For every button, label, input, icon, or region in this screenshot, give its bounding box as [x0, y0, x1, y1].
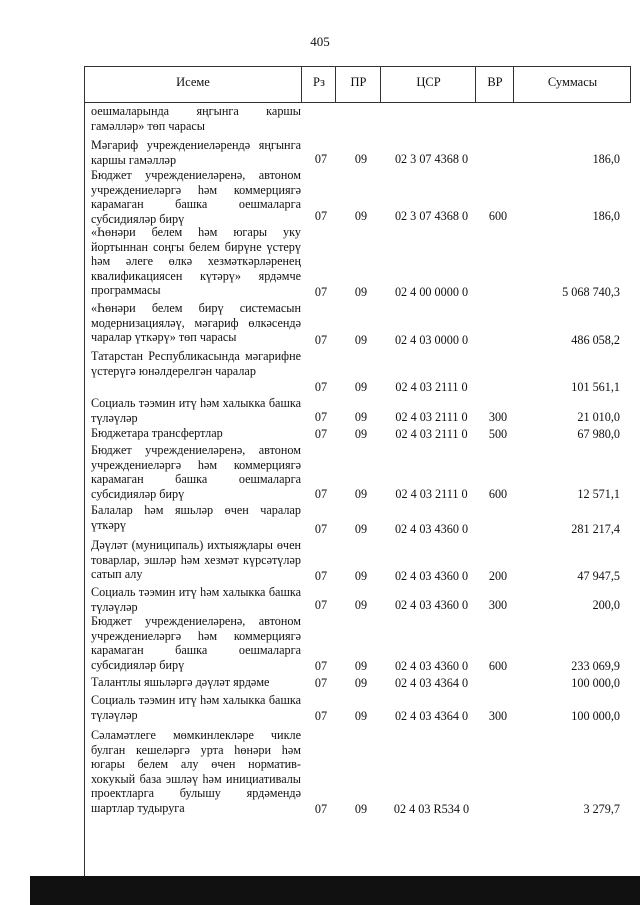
- row-rz: 07: [314, 676, 328, 690]
- row-vr: 500: [488, 427, 508, 441]
- header-vr: ВР: [475, 67, 514, 102]
- table-row: [0, 691, 640, 724]
- row-rz: 07: [314, 380, 328, 394]
- table-row: [0, 167, 640, 224]
- table-row: [0, 613, 640, 674]
- row-vr: 300: [488, 598, 508, 612]
- table-row: [0, 502, 640, 537]
- row-csr: 02 4 03 2111 0: [395, 410, 468, 424]
- row-csr: 02 3 07 4368 0: [394, 209, 469, 223]
- row-sum: 67 980,0: [577, 427, 620, 441]
- row-rz: 07: [314, 410, 328, 424]
- row-vr: 600: [488, 209, 508, 223]
- row-csr: 02 4 03 4364 0: [394, 709, 469, 723]
- row-name: Балалар һәм яшьләр өчен чаралар үткәрү: [91, 503, 301, 532]
- row-sum: 186,0: [592, 209, 620, 223]
- row-pr: 09: [354, 487, 368, 501]
- budget-table-body: [0, 104, 640, 817]
- row-sum: 47 947,5: [577, 569, 620, 583]
- row-sum: 233 069,9: [571, 659, 620, 673]
- table-row: [0, 537, 640, 584]
- row-name: Талантлы яшьләргә дәүләт ярдәме: [91, 675, 270, 689]
- row-sum: 486 058,2: [571, 333, 620, 347]
- row-rz: 07: [314, 569, 328, 583]
- row-name: оешмаларында яңгынга каршы гамәлләр» төп чарасы: [91, 104, 301, 133]
- table-row: [0, 584, 640, 613]
- header-csr: ЦСР: [380, 67, 476, 102]
- page-number: 405: [310, 34, 330, 49]
- row-rz: 07: [314, 487, 328, 501]
- row-pr: 09: [354, 427, 368, 441]
- row-name: Социаль тәэмин итү һәм халыкка башка түләүләр: [91, 585, 301, 614]
- table-row: [0, 224, 640, 300]
- row-name: Социаль тәэмин итү һәм халыкка башка түләүләр: [91, 693, 301, 722]
- row-sum: 12 571,1: [577, 487, 620, 501]
- row-rz: 07: [314, 802, 328, 816]
- row-pr: 09: [354, 152, 368, 166]
- table-row: [0, 137, 640, 167]
- table-row: [0, 348, 640, 395]
- row-sum: 101 561,1: [571, 380, 620, 394]
- row-sum: 200,0: [592, 598, 620, 612]
- row-name: Мәгариф учреждениеләрендә яңгынга каршы гамәлләр: [91, 138, 301, 167]
- row-rz: 07: [314, 152, 328, 166]
- row-csr: 02 4 00 0000 0: [394, 285, 469, 299]
- row-sum: 5 068 740,3: [562, 285, 620, 299]
- row-sum: 3 279,7: [583, 802, 620, 816]
- row-pr: 09: [354, 598, 368, 612]
- row-pr: 09: [354, 569, 368, 583]
- row-csr: 02 4 03 2111 0: [395, 427, 468, 441]
- row-pr: 09: [354, 802, 368, 816]
- row-pr: 09: [354, 522, 368, 536]
- row-name: Бюджетара трансфертлар: [91, 426, 223, 440]
- row-pr: 09: [354, 659, 368, 673]
- header-name: Исеме: [176, 75, 210, 89]
- row-sum: 100 000,0: [571, 676, 620, 690]
- row-vr: 200: [488, 569, 508, 583]
- row-rz: 07: [314, 659, 328, 673]
- row-pr: 09: [354, 333, 368, 347]
- row-pr: 09: [354, 410, 368, 424]
- row-csr: 02 4 03 4360 0: [394, 659, 469, 673]
- row-name: Бюджет учреждениеләренә, автоном учреждениеләргә һәм коммерциягә карамаган башка оешмаларга субсидияләр бирү: [91, 614, 301, 672]
- row-pr: 09: [354, 285, 368, 299]
- row-sum: 186,0: [592, 152, 620, 166]
- row-rz: 07: [314, 709, 328, 723]
- row-sum: 21 010,0: [577, 410, 620, 424]
- header-rz: Рз: [301, 67, 336, 102]
- row-csr: 02 4 03 0000 0: [394, 333, 469, 347]
- row-name: Татарстан Республикасында мәгарифне үстерүгә юнәлдерелгән чаралар: [91, 349, 301, 378]
- row-pr: 09: [354, 709, 368, 723]
- row-rz: 07: [314, 522, 328, 536]
- header-sum: Суммасы: [513, 67, 631, 102]
- table-row: [0, 395, 640, 425]
- table-header: [84, 66, 631, 103]
- row-name: «Һөнәри белем бирү системасын модернизацияләү, мәгариф өлкәсендә чаралар үткәрү» төп чарасы: [91, 301, 301, 345]
- row-csr: 02 4 03 4360 0: [394, 598, 469, 612]
- row-name: «Һөнәри белем һәм югары уку йортыннан соңгы белем бирүне үстерү һәм әлеге өлкә хезмәткәрләренең квалификациясен күтәрү» ярдәмче программасы: [91, 225, 301, 298]
- table-row: [0, 425, 640, 442]
- row-pr: 09: [354, 380, 368, 394]
- row-rz: 07: [314, 209, 328, 223]
- row-csr: 02 4 03 2111 0: [395, 380, 468, 394]
- row-pr: 09: [354, 209, 368, 223]
- row-csr: 02 4 03 2111 0: [395, 487, 468, 501]
- table-row: [0, 674, 640, 691]
- row-csr: 02 3 07 4368 0: [394, 152, 469, 166]
- row-csr: 02 4 03 4360 0: [394, 522, 469, 536]
- row-rz: 07: [314, 285, 328, 299]
- header-pr: ПР: [335, 67, 381, 102]
- row-csr: 02 4 03 4360 0: [394, 569, 469, 583]
- row-sum: 100 000,0: [571, 709, 620, 723]
- row-rz: 07: [314, 598, 328, 612]
- row-vr: 600: [488, 659, 508, 673]
- row-pr: 09: [354, 676, 368, 690]
- row-name: Бюджет учреждениеләренә, автоном учреждениеләргә һәм коммерциягә карамаган башка оешмаларга субсидияләр бирү: [91, 443, 301, 501]
- row-sum: 281 217,4: [571, 522, 620, 536]
- row-rz: 07: [314, 333, 328, 347]
- scan-border-bottom: [30, 876, 640, 905]
- row-name: Социаль тәэмин итү һәм халыкка башка түләүләр: [91, 396, 301, 425]
- row-name: Сәламәтлеге мөмкинлекләре чикле булган кешеләргә урта һөнәри һәм югары белем алу өчен норматив-хокукый база эшләү һәм инициативалы проектларга булышу ярдәмендә шартлар тудыруга: [91, 728, 301, 815]
- row-name: Дәүләт (муниципаль) ихтыяҗлары өчен товарлар, эшләр һәм хезмәт күрсәтүләр сатып алу: [91, 538, 301, 582]
- row-rz: 07: [314, 427, 328, 441]
- table-row: [0, 300, 640, 348]
- row-vr: 300: [488, 410, 508, 424]
- row-vr: 600: [488, 487, 508, 501]
- row-csr: 02 4 03 4364 0: [394, 676, 469, 690]
- table-row: [0, 104, 640, 137]
- row-csr: 02 4 03 R534 0: [393, 802, 470, 816]
- row-vr: 300: [488, 709, 508, 723]
- table-row: [0, 442, 640, 502]
- table-row: [0, 724, 640, 817]
- row-name: Бюджет учреждениеләренә, автоном учреждениеләргә һәм коммерциягә карамаган башка оешмаларга субсидияләр бирү: [91, 168, 301, 226]
